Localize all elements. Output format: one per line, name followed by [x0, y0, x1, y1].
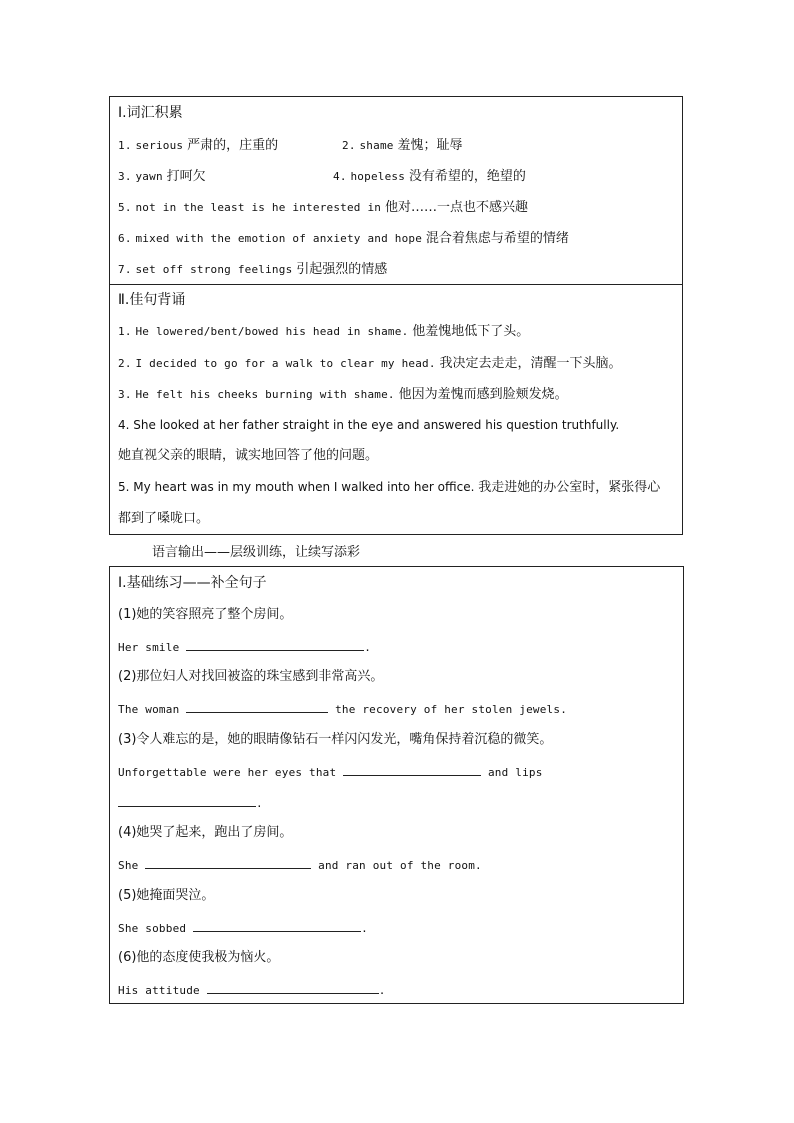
- sentences-heading: Ⅱ.佳句背诵: [118, 292, 186, 308]
- exercise-prompt-1: (1)她的笑容照亮了整个房间。: [118, 607, 293, 622]
- answer-blank[interactable]: [118, 795, 256, 807]
- vocab-item-7: 7. set off strong feelings 引起强烈的情感: [118, 262, 388, 277]
- sentence-item-5-translation-cont: 都到了嗓咙口。: [118, 511, 210, 526]
- answer-blank[interactable]: [207, 982, 379, 994]
- vocab-item-5: 5. not in the least is he interested in 他对……一点也不感兴趣: [118, 200, 528, 215]
- exercise-section: [109, 566, 684, 1004]
- exercise-prompt-4: (4)她哭了起来，跑出了房间。: [118, 825, 293, 840]
- vocab-item-4: 4. hopeless 没有希望的，绝望的: [333, 169, 526, 184]
- sentence-item-2: 2. I decided to go for a walk to clear my head. 我决定去走走，清醒一下头脑。: [118, 356, 622, 371]
- vocab-item-6: 6. mixed with the emotion of anxiety and hope 混合着焦虑与希望的情绪: [118, 231, 569, 246]
- exercise-prompt-2: (2)那位妇人对找回被盗的珠宝感到非常高兴。: [118, 669, 384, 684]
- answer-blank[interactable]: [186, 639, 364, 651]
- vocab-item-1: 1. serious 严肃的，庄重的: [118, 138, 279, 153]
- exercise-heading: Ⅰ.基础练习——补全句子: [118, 575, 267, 591]
- sentence-item-5: 5. My heart was in my mouth when I walked into her office. 我走进她的办公室时，紧张得心: [118, 480, 661, 495]
- sentence-item-3: 3. He felt his cheeks burning with shame. 他因为羞愧而感到脸颊发烧。: [118, 387, 568, 402]
- vocab-item-2: 2. shame 羞愧；耻辱: [342, 138, 463, 153]
- vocab-item-3: 3. yawn 打呵欠: [118, 169, 206, 184]
- answer-blank[interactable]: [343, 764, 481, 776]
- sentence-item-1: 1. He lowered/bent/bowed his head in shame. 他羞愧地低下了头。: [118, 324, 530, 339]
- exercise-prompt-5: (5)她掩面哭泣。: [118, 888, 215, 903]
- exercise-answer-3-cont: .: [118, 795, 263, 812]
- exercise-prompt-6: (6)他的态度使我极为恼火。: [118, 950, 280, 965]
- exercise-answer-1: Her smile .: [118, 641, 372, 654]
- answer-blank[interactable]: [186, 701, 328, 713]
- exercise-answer-5: She sobbed .: [118, 922, 368, 935]
- exercise-answer-4: She and ran out of the room.: [118, 859, 482, 872]
- answer-blank[interactable]: [193, 920, 361, 932]
- vocabulary-heading: Ⅰ.词汇积累: [118, 105, 183, 121]
- sentence-item-4: 4. She looked at her father straight in the eye and answered his question truthfully.: [118, 418, 620, 432]
- exercise-answer-6: His attitude .: [118, 984, 386, 997]
- sentence-item-4-translation: 她直视父亲的眼睛，诚实地回答了他的问题。: [118, 448, 379, 463]
- answer-blank[interactable]: [145, 857, 311, 869]
- vocabulary-section: [109, 96, 683, 285]
- exercise-prompt-3: (3)令人难忘的是，她的眼睛像钻石一样闪闪发光，嘴角保持着沉稳的微笑。: [118, 732, 553, 747]
- sentences-section: [109, 284, 683, 535]
- exercise-answer-2: The woman the recovery of her stolen jewels.: [118, 703, 568, 716]
- language-output-caption: 语言输出——层级训练，让续写添彩: [152, 545, 361, 560]
- exercise-answer-3: Unforgettable were her eyes that and lips: [118, 766, 543, 779]
